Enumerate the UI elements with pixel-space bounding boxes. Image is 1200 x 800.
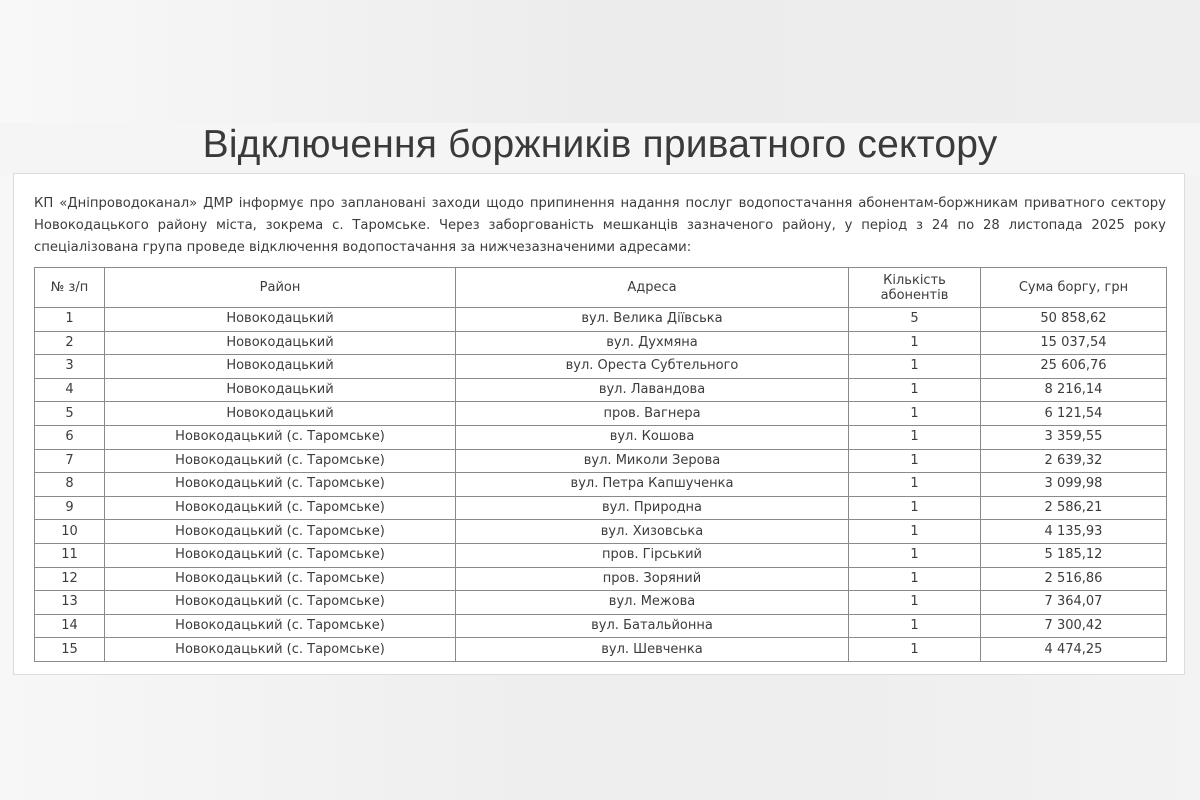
cell-subscribers: 1 [849,496,981,520]
cell-num: 5 [35,402,105,426]
cell-subscribers: 5 [849,308,981,332]
cell-address: вул. Лавандова [456,378,849,402]
cell-subscribers: 1 [849,638,981,662]
cell-district: Новокодацький [105,402,456,426]
table-row [35,543,1167,567]
cell-subscribers: 1 [849,402,981,426]
cell-address: вул. Миколи Зерова [456,449,849,473]
cell-address: пров. Зоряний [456,567,849,591]
cell-district: Новокодацький (с. Таромське) [105,591,456,615]
cell-debt: 4 135,93 [981,520,1167,544]
table-row [35,567,1167,591]
table-header-row [35,268,1167,308]
cell-district: Новокодацький [105,378,456,402]
cell-debt: 15 037,54 [981,331,1167,355]
table-row [35,591,1167,615]
cell-subscribers: 1 [849,567,981,591]
cell-address: вул. Велика Діївська [456,308,849,332]
cell-district: Новокодацький (с. Таромське) [105,473,456,497]
cell-subscribers: 1 [849,543,981,567]
intro-paragraph: КП «Дніпроводоканал» ДМР інформує про заплановані заходи щодо припинення надання послуг водопостачання абонентам-боржникам приватного сектору Новокодацького району міста, зокрема с. Таромське. Через заборгованість мешканців зазначеного району, у період з 24 по 28 листопада 2025 року спеціалізована група проведе відключення водопостачання за нижчезазначеними адресами: [34,196,1166,255]
header-address: Адреса [456,268,849,308]
cell-num: 13 [35,591,105,615]
table-row [35,496,1167,520]
cell-district: Новокодацький [105,331,456,355]
cell-district: Новокодацький (с. Таромське) [105,567,456,591]
cell-address: пров. Гірський [456,543,849,567]
table-row [35,473,1167,497]
cell-subscribers: 1 [849,331,981,355]
cell-debt: 6 121,54 [981,402,1167,426]
header-district: Район [105,268,456,308]
cell-address: вул. Духмяна [456,331,849,355]
table-row [35,331,1167,355]
cell-district: Новокодацький [105,308,456,332]
cell-num: 7 [35,449,105,473]
cell-num: 14 [35,614,105,638]
cell-address: пров. Вагнера [456,402,849,426]
cell-num: 8 [35,473,105,497]
cell-subscribers: 1 [849,591,981,615]
table-row [35,638,1167,662]
table-row [35,425,1167,449]
cell-address: вул. Хизовська [456,520,849,544]
table-row [35,449,1167,473]
cell-num: 6 [35,425,105,449]
cell-num: 3 [35,355,105,379]
cell-address: вул. Батальйонна [456,614,849,638]
cell-address: вул. Петра Капшученка [456,473,849,497]
cell-district: Новокодацький (с. Таромське) [105,614,456,638]
cell-district: Новокодацький (с. Таромське) [105,425,456,449]
cell-subscribers: 1 [849,378,981,402]
page-title: Відключення боржників приватного сектору [202,123,998,166]
cell-district: Новокодацький (с. Таромське) [105,520,456,544]
cell-address: вул. Кошова [456,425,849,449]
cell-address: вул. Шевченка [456,638,849,662]
cell-num: 12 [35,567,105,591]
cell-num: 9 [35,496,105,520]
cell-num: 4 [35,378,105,402]
cell-subscribers: 1 [849,614,981,638]
cell-district: Новокодацький (с. Таромське) [105,496,456,520]
table-row [35,402,1167,426]
cell-district: Новокодацький (с. Таромське) [105,449,456,473]
cell-debt: 8 216,14 [981,378,1167,402]
cell-debt: 5 185,12 [981,543,1167,567]
cell-debt: 7 364,07 [981,591,1167,615]
cell-num: 10 [35,520,105,544]
cell-num: 1 [35,308,105,332]
cell-debt: 7 300,42 [981,614,1167,638]
cell-debt: 50 858,62 [981,308,1167,332]
cell-subscribers: 1 [849,425,981,449]
cell-num: 11 [35,543,105,567]
table-row [35,355,1167,379]
cell-address: вул. Межова [456,591,849,615]
cell-district: Новокодацький (с. Таромське) [105,638,456,662]
cell-debt: 3 099,98 [981,473,1167,497]
cell-subscribers: 1 [849,520,981,544]
cell-debt: 2 639,32 [981,449,1167,473]
cell-num: 2 [35,331,105,355]
cell-address: вул. Ореста Субтельного [456,355,849,379]
cell-debt: 2 516,86 [981,567,1167,591]
cell-subscribers: 1 [849,355,981,379]
top-background-band [0,0,1200,123]
cell-debt: 2 586,21 [981,496,1167,520]
table-row [35,308,1167,332]
debtors-table [34,267,1167,662]
table-row [35,520,1167,544]
table-row [35,378,1167,402]
cell-district: Новокодацький (с. Таромське) [105,543,456,567]
cell-debt: 3 359,55 [981,425,1167,449]
header-num: № з/п [35,268,105,308]
cell-debt: 25 606,76 [981,355,1167,379]
cell-subscribers: 1 [849,449,981,473]
header-debt: Сума боргу, грн [981,268,1167,308]
cell-debt: 4 474,25 [981,638,1167,662]
cell-address: вул. Природна [456,496,849,520]
header-subscribers: Кількість абонентів [849,268,981,308]
cell-district: Новокодацький [105,355,456,379]
table-row [35,614,1167,638]
cell-num: 15 [35,638,105,662]
cell-subscribers: 1 [849,473,981,497]
